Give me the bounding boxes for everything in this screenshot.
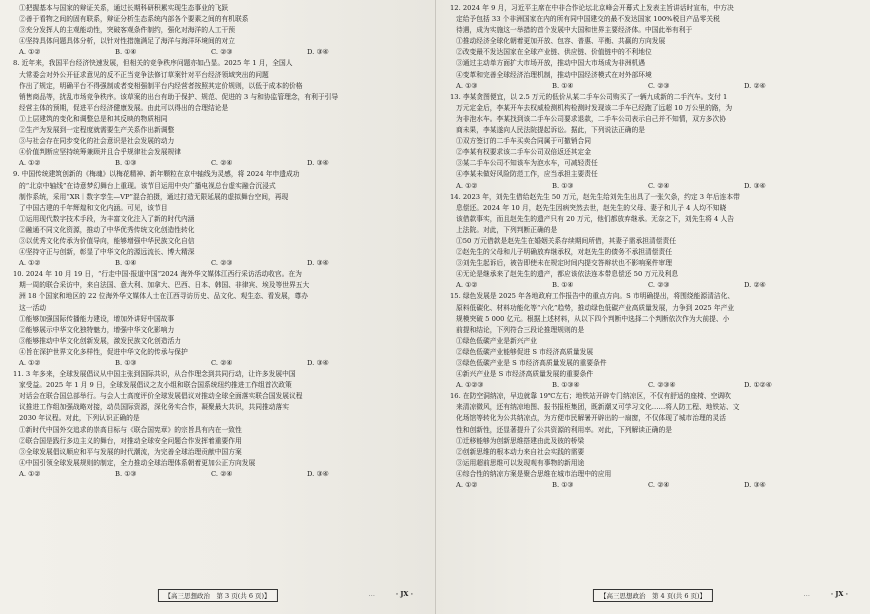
- answer-options: [450, 380, 861, 391]
- answer-option: C. ②④: [211, 359, 233, 367]
- answer-option: C. ②③: [211, 48, 233, 57]
- answer-option: D. ③④: [307, 359, 329, 367]
- question-text-line: ②融通不同文化资源，推动了中华优秀传统文化创造性转化: [19, 225, 195, 234]
- footer-dots: …: [368, 590, 375, 598]
- answer-options: [450, 480, 861, 491]
- question-text-line: ④李某未做好风险防范工作，应当承担主要责任: [456, 170, 598, 179]
- question-stem-line: 13. 李某贪图便宜，以 2.5 万元的低价从某二手车公司购买了一辆九成新的二手汽车。支付 1: [450, 92, 728, 101]
- answer-option: C. ②④: [211, 469, 233, 478]
- question-text-line: ②生产为发展到一定程度就需要生产关系作出新调整: [19, 126, 175, 135]
- answer-option: C. ②③: [648, 281, 670, 290]
- question-text-line: ②绿色低碳产业能够促进 S 市经济高质量发展: [456, 347, 594, 356]
- question-text-line: 家受益。2025 年 1 月 9 日，全球发展倡议之友小组和联合国系统纽约推进工作组首次政策: [19, 381, 292, 390]
- question-text-line: 的“北京中轴线”在诗意梦幻舞台上重现。该节目运用中央广播电视总台虚实融合沉浸式: [19, 181, 276, 190]
- answer-option: B. ①③④: [552, 381, 580, 390]
- answer-option: B. ①③: [115, 469, 137, 478]
- question-stem-line: 14. 2023 年，刘先生借给赵先生 50 万元，赵先生给刘先生出具了一张欠条，约定 3 年后连本带: [450, 192, 740, 201]
- answer-option: A. ①②: [19, 259, 41, 268]
- right-page: [435, 0, 870, 614]
- question-text-line: ③某二手车公司不知该车为泡水车，可减轻责任: [456, 159, 598, 168]
- answer-option: B. ①③: [115, 159, 137, 168]
- answer-option: A. ①②: [456, 181, 478, 190]
- question-text-line: 定给予包括 33 个非洲国家在内的所有同中国建交的最不发达国家 100%税目产品零关税: [456, 15, 720, 24]
- answer-option: D. ③④: [307, 48, 329, 57]
- question-stem-line: 15. 绿色发展是 2025 年各地政府工作报告中的重点方向。S 市明确提出，将围绕能源清洁化、: [450, 292, 735, 301]
- question-text-line: 该借款事实，而且赵先生的遗产只有 20 万元，他们都放弃继承。无奈之下，刘先生将 4 人告: [456, 214, 734, 223]
- question-stem-line: 12. 2024 年 9 月，习近平主席在中非合作论坛北京峰会开幕式上发表主旨讲话时宣布，中方决: [450, 4, 734, 12]
- question-text-line: 规模突破 5 000 亿元。根据上述材料，从以下四个判断中选择二个判断依次作为大前提、小: [456, 314, 730, 323]
- question-text-line: ②李某有权要求该二手车公司双倍返还其定金: [456, 148, 592, 157]
- question-text-line: ④变革和完善全球经济治理机制，推动中国经济模式在对外部环境: [456, 70, 652, 79]
- answer-option: A. ①②: [456, 281, 478, 290]
- answer-option: D. ③④: [307, 159, 329, 168]
- question-stem-line: 9. 中国传统建筑创新的《梅魂》以梅花精神、新年颗粒在京中轴线为灵感，将 2024 年申遗成功: [13, 170, 300, 179]
- question-text-line: ③刘先生起诉后，被告即使未在规定时间内提交答辩状也不影响案件审理: [456, 259, 673, 268]
- question-text-line: ④坚持具体问题具体分析，以针对性措施满足了海洋与海洋环境间的对立: [19, 37, 236, 46]
- answer-option: C. ②④: [648, 481, 670, 490]
- question-text-line: ③通过主动单方面扩大市场开放，推动中国大市场成为非洲机遇: [456, 59, 646, 68]
- answer-option: C. ②③④: [648, 381, 676, 390]
- question-text-line: 销售商品等，扰乱市场竞争秩序。该草案的出台有助于保护、规范、促进的 3 与和协监管理念，有利于引导: [19, 92, 339, 101]
- answer-option: C. ②③: [211, 259, 233, 268]
- question-text-line: ④中国引领全球发展规则的制定，全力推动全球治理体系朝着更加公正方向发展: [19, 458, 256, 467]
- question-text-line: ④价值判断应坚持统筹兼顾并且合乎规律社会发展规律: [19, 148, 182, 157]
- answer-options: [13, 358, 427, 369]
- question-text-line: ②创新思维的根本动力来自社会实践的需要: [456, 447, 585, 456]
- question-text-line: 商未果，李某遂向人民法院提起诉讼。据此，下列说法正确的是: [456, 126, 646, 135]
- question-text-line: ③绿色低碳产业是 S 市经济高质量发展的重要条件: [456, 359, 607, 367]
- left-page-footer: [0, 589, 435, 603]
- question-text-line: 了中国古建的千年辉煌和文化内涵。可见，该节目: [19, 203, 168, 212]
- question-text-line: ④综合性的纳凉方案是聚合思维在城市治理中的应用: [456, 469, 612, 478]
- question-text-line: 来清凉微风，还有纳凉地图、报书报柜集团，既新潮又可学习文化……将人防工程、地铁站、文: [456, 403, 740, 412]
- answer-option: D. ①②④: [744, 381, 772, 390]
- question-text-line: ①上层建筑的变化和调整总是和其反映的物质相同: [19, 114, 168, 123]
- question-text-line: 万元定金后，李某开车去权威检测机构检测时发现该二手车已经跑了远超 10 万公里的路，为: [456, 103, 733, 112]
- answer-options: [13, 258, 427, 269]
- answer-option: A. ①②③: [456, 381, 484, 390]
- question-text-line: 大常委会对外公开征求意见的反不正当竞争法修订草案针对平台经济领域突出的问题: [19, 70, 269, 79]
- answer-option: C. ②④: [211, 159, 233, 168]
- answer-option: D. ②④: [744, 281, 766, 290]
- question-text-line: 上法院。对此，下列判断正确的是: [456, 225, 558, 234]
- question-text-line: ②善于看物之间的固有联系，辩证分析生态系统内部各个要素之间的有机联系: [19, 15, 249, 24]
- question-text-line: 性和创新性，还显著提升了公共资源的利用率。对此，下列解读正确的是: [456, 425, 673, 434]
- answer-option: B. ①④: [115, 48, 137, 57]
- question-text-line: 议推进工作组加强战略对接，动员国际资源，深化务实合作，凝聚最大共识，共同推动落实: [19, 403, 290, 412]
- question-text-line: ①50 万元借款是赵先生在婚姻关系存续期间所借，其妻子需承担清偿责任: [456, 236, 676, 245]
- question-text-line: 制作系统，采用“XR｜数字孪生—VP”混合拍摄，通过打造无限延展的虚拟舞台空间，再现: [19, 192, 289, 201]
- answer-option: A. ①②: [19, 359, 41, 367]
- answer-option: D. ③④: [744, 481, 766, 490]
- answer-options: [450, 280, 861, 291]
- question-text-line: ④坚持守正与创新，彰显了中华文化的源远流长、博大精深: [19, 248, 195, 257]
- question-text-line: 对话会在联合国总部举行。与会人士高度评价全球发展倡议对推动全球全面落实联合国发展议程: [19, 392, 303, 401]
- answer-options: [450, 81, 861, 92]
- answer-option: A. ①②: [456, 481, 478, 490]
- question-text-line: ④无论是继承来了赵先生的遗产，都应该依法连本带息偿还 50 万元及利息: [456, 270, 679, 279]
- right-page-footer: [436, 589, 870, 603]
- answer-option: D. ③④: [307, 469, 329, 478]
- answer-option: A. ①②: [19, 469, 41, 478]
- answer-option: A. ①②: [19, 159, 41, 168]
- question-text-line: ④旨在深护世界文化多样性，促进中华文化的传承与保护: [19, 347, 188, 356]
- question-text-line: ②赵先生的父母和儿子明确放弃继承权，对赵先生的债务不承担清偿责任: [456, 248, 673, 257]
- question-text-line: ④新兴产业是 S 市经济高质量发展的重要条件: [456, 370, 594, 379]
- question-text-line: ①迁移能够为创新思维搭建由此及彼的桥梁: [456, 436, 585, 445]
- question-text-line: ②联合国是践行多边主义的舞台，对推动全球安全问题合作发挥着重要作用: [19, 436, 242, 445]
- answer-options: [13, 158, 427, 169]
- question-stem-line: 16. 在防空洞纳凉，早边就靠 19℃左右；地铁站开辟专门纳凉区，不仅有舒适的座椅、空调吹: [450, 392, 731, 401]
- answer-options: [13, 47, 427, 58]
- right-page-content: [450, 3, 861, 578]
- question-text-line: ①新时代中国外交追求的崇高目标与《联合国宪章》的宗旨具有内在一致性: [19, 425, 242, 434]
- question-text-line: 期一周的联合采访中，来自法国、意大利、加拿大、巴西、日本、韩国、非律宾、埃及等世界五大: [19, 281, 310, 290]
- answer-option: B. ①③: [552, 181, 574, 190]
- question-text-line: ③全球发展倡议顺应和平与发展的时代潮流，为完善全球治理贡献中国方案: [19, 447, 242, 456]
- question-stem-line: 8. 近年来，我国平台经济快速发展，但相关的竞争秩序问题亦如凸显。2025 年 1 月，全国人: [13, 59, 293, 68]
- question-text-line: ②能够展示中华文化独特魅力，增强中华文化影响力: [19, 325, 175, 334]
- question-text-line: 息偿还。2024 年 10 月，赵先生因病突然去世，赵先生的父母、妻子和儿子 4 人均不知晓: [456, 203, 727, 212]
- question-stem-line: 10. 2024 年 10 月 19 日，“行走中国·报道中国”2024 海外华文媒体江西行采访活动收官。在为: [13, 270, 302, 279]
- question-text-line: ①推动经济全球化朝着更加开放、包容、普惠、平衡、共赢的方向发展: [456, 37, 666, 46]
- answer-options: [450, 181, 861, 192]
- question-text-line: 待遇，成为实施这一举措的首个发展中大国和世界主要经济体。中国此举有利于: [456, 26, 693, 35]
- question-text-line: 2030 年议程。对此，下列认识正确的是: [19, 414, 140, 423]
- edition-code: · JX ·: [830, 590, 848, 598]
- page-number-label: 【高三思想政治 第 3 页(共 6 页)】: [157, 589, 277, 602]
- question-stem-line: 11. 3 年多来，全球发展倡议从中国主张到国际共识，从合作理念到共同行动，让许多发展中国: [13, 370, 296, 379]
- answer-option: C. ②③: [648, 81, 670, 90]
- answer-option: A. ①③: [456, 81, 478, 90]
- question-text-line: 经营主体的预期，促进平台经济健康发展。由此可以得出的合理结论是: [19, 103, 229, 112]
- answer-option: B. ①④: [552, 81, 574, 90]
- question-text-line: 这一活动: [19, 303, 47, 312]
- question-text-line: 原料低碳化、材料功能化等“六化”趋势，推动绿色低碳产业高质量发展，力争到 2025 年产业: [456, 303, 735, 312]
- footer-dots: …: [803, 590, 810, 598]
- answer-option: B. ①③: [115, 359, 137, 367]
- question-text-line: ③运用超前思维可以发现观有事物的新用途: [456, 458, 585, 467]
- question-text-line: ①把握基本与国家的辩证关系，通过长期科研积累实现生态事业的飞跃: [19, 4, 229, 12]
- question-text-line: ②改变最不发达国家在全球产业链、供应链、价值链中的不利地位: [456, 48, 652, 57]
- answer-option: D. ③④: [307, 259, 329, 268]
- answer-option: B. ①④: [552, 281, 574, 290]
- question-text-line: ③与社会存在同步变化的社会意识是社会发展的动力: [19, 137, 175, 146]
- page-number-label: 【高三思想政治 第 4 页(共 6 页)】: [593, 589, 713, 602]
- answer-option: D. ②④: [744, 81, 766, 90]
- question-text-line: ①绿色低碳产业是新兴产业: [456, 336, 538, 345]
- edition-code: · JX ·: [395, 590, 413, 598]
- question-text-line: 洲 18 个国家和地区的 22 位海外华文媒体人士在江西寻访历史、品文化、观生态、看发展，尊办: [19, 292, 309, 301]
- question-text-line: 作出了规定，明确平台不得强制或者变相强制平台内经营者按照其定价规则，以低于成本的价格: [19, 81, 303, 90]
- answer-option: B. ①④: [115, 259, 137, 268]
- answer-option: B. ①③: [552, 481, 574, 490]
- question-text-line: ③以优秀文化传承为价值导向，能够增强中华民族文化自信: [19, 236, 195, 245]
- question-text-line: ③充分发挥人的主观能动性，突破客观条件制约，强化对海洋的人工干预: [19, 26, 236, 35]
- answer-option: C. ②④: [648, 181, 670, 190]
- question-text-line: ①运用现代数字技术手段，为丰富文化注入了新的时代内涵: [19, 214, 195, 223]
- question-text-line: ①双方签订的二手车买卖合同属于可撤销合同: [456, 137, 592, 146]
- question-text-line: 化场馆等转化为公共纳凉点，为方便市民解暑开辟出的一扇窗，不仅体现了城市治理的灵活: [456, 414, 727, 423]
- answer-option: A. ①②: [19, 48, 41, 57]
- question-text-line: 为非泡水车。李某找到该二手车公司要求退款，二手车公司表示自己并不知情，双方多次协: [456, 114, 727, 123]
- answer-option: D. ③④: [744, 181, 766, 190]
- question-text-line: 前提和结论，下列符合三段论推理规则的是: [456, 325, 585, 334]
- left-page-content: [13, 3, 427, 578]
- question-text-line: ①能够加强国际传播能力建设，增加外讲好中国故事: [19, 314, 175, 323]
- answer-options: [13, 469, 427, 480]
- question-text-line: ③能够推动中华文化创新发展，激发民族文化创造活力: [19, 336, 182, 345]
